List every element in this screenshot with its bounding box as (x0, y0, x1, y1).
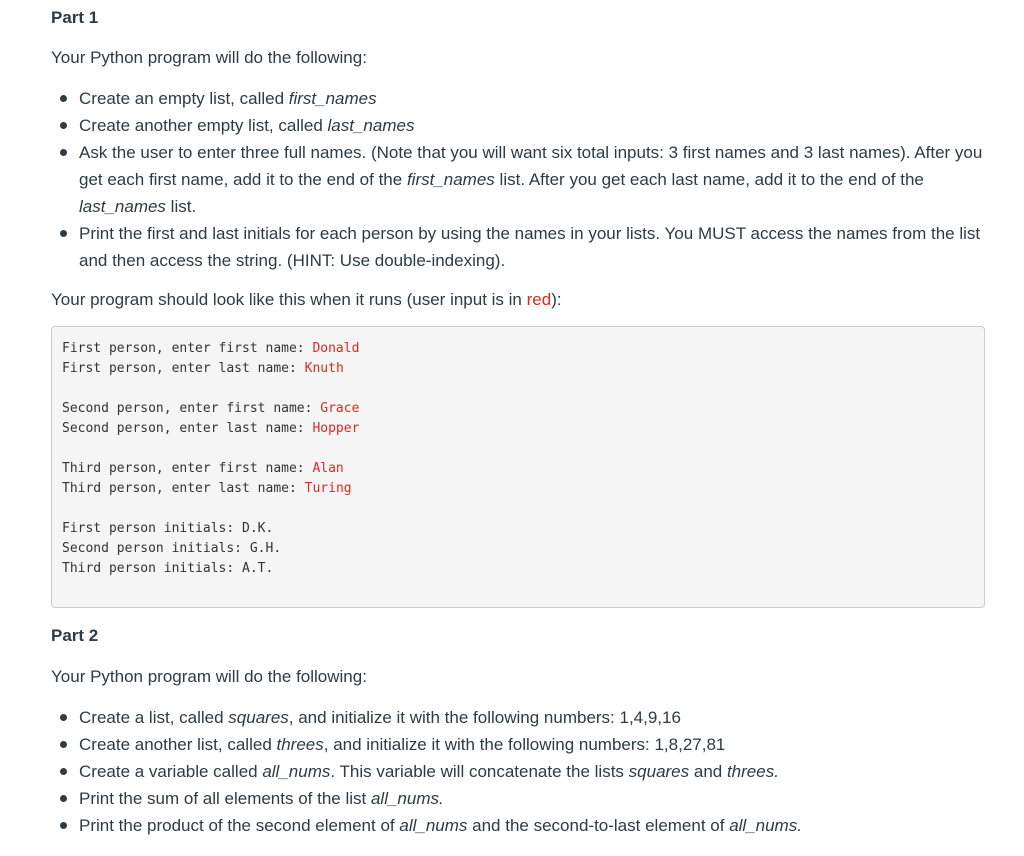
part1-intro: Your Python program will do the following: (51, 48, 367, 67)
code-line: First person initials: D.K. (62, 521, 274, 536)
list-item: Create an empty list, called first_names (51, 85, 986, 112)
list-item: Print the first and last initials for each person by using the names in your lists. You MUST access the names from the list and then access the string. (HINT: Use double-indexing). (51, 220, 986, 274)
code-line: Third person initials: A.T. (62, 561, 274, 576)
code-line: Second person initials: G.H. (62, 541, 282, 556)
list-item: Create a list, called squares, and initialize it with the following numbers: 1,4,9,16 (51, 704, 986, 731)
part1-heading: Part 1 (51, 8, 99, 27)
part2-heading: Part 2 (51, 626, 99, 645)
part2-task-list (51, 704, 986, 839)
list-item: Print the product of the second element of all_nums and the second-to-last element of all_nums. (51, 812, 986, 839)
code-line: Third person, enter last name: Turing (62, 481, 352, 496)
list-item: Create another empty list, called last_names (51, 112, 986, 139)
part2-intro: Your Python program will do the following: (51, 667, 367, 686)
list-item: Ask the user to enter three full names. (Note that you will want six total inputs: 3 first names and 3 last names). After you get each first name, add it to the end of the first_names list. After you get each last name, add it to the end of the last_names list. (51, 139, 986, 220)
list-item: Create a variable called all_nums. This variable will concatenate the lists squares and threes. (51, 758, 986, 785)
list-item: Create another list, called threes, and initialize it with the following numbers: 1,8,27,81 (51, 731, 986, 758)
code-line: Second person, enter last name: Hopper (62, 421, 360, 436)
list-item: Print the sum of all elements of the list all_nums. (51, 785, 986, 812)
part1-task-list (51, 85, 986, 274)
code-line: Third person, enter first name: Alan (62, 461, 344, 476)
code-line: First person, enter last name: Knuth (62, 361, 344, 376)
example-output-block (51, 326, 985, 608)
code-line: First person, enter first name: Donald (62, 341, 360, 356)
code-line: Second person, enter first name: Grace (62, 401, 360, 416)
example-intro: Your program should look like this when it runs (user input is in red): (51, 290, 562, 309)
